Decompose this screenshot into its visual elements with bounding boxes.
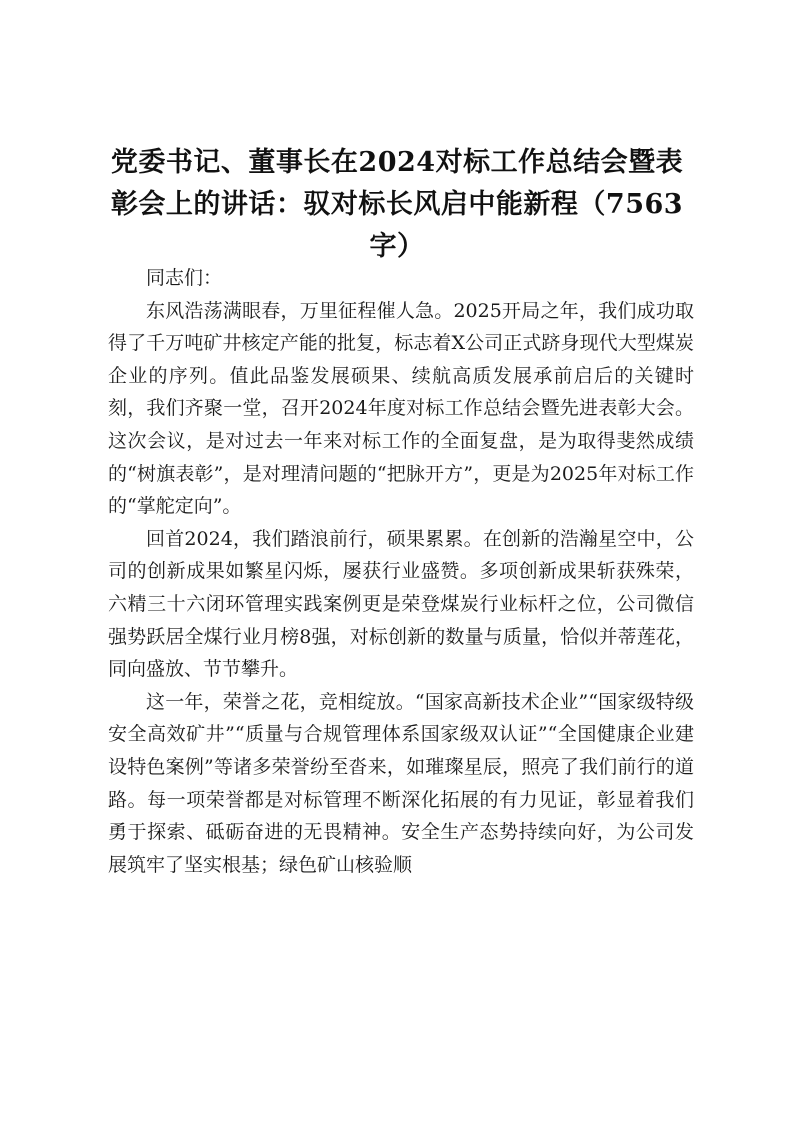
salutation: 同志们： — [146, 267, 223, 289]
document-body — [108, 262, 694, 881]
body-paragraph: 这一年，荣誉之花，竞相绽放。“国家高新技术企业”“国家级特级安全高效矿井”“质量与合规管理体系国家级双认证”“全国健康企业建设特色案例”等诸多荣誉纷至沓来，如璀璨星辰，照亮了我们前行的道路。每一项荣誉都是对标管理不断深化拓展的有力见证，彰显着我们勇于探索、砥砺奋进的无畏精神。安全生产态势持续向好，为公司发展筑牢了坚实根基；绿色矿山核验顺 — [108, 690, 694, 876]
body-paragraph: 回首2024，我们踏浪前行，硕果累累。在创新的浩瀚星空中，公司的创新成果如繁星闪烁，屡获行业盛赞。多项创新成果斩获殊荣，六精三十六闭环管理实践案例更是荣登煤炭行业标杆之位，公司微信强势跃居全煤行业月榜8强，对标创新的数量与质量，恰似并蒂莲花，同向盛放、节节攀升。 — [108, 527, 694, 681]
body-paragraph: 东风浩荡满眼春，万里征程催人急。2025开局之年，我们成功取得了千万吨矿井核定产能的批复，标志着X公司正式跻身现代大型煤炭企业的序列。值此品鉴发展硕果、续航高质发展承前启后的关键时刻，我们齐聚一堂，召开2024年度对标工作总结会暨先进表彰大会。这次会议，是对过去一年来对标工作的全面复盘，是为取得斐然成绩的“树旗表彰”，是对理清问题的“把脉开方”，更是为2025年对标工作的“掌舵定向”。 — [108, 299, 694, 518]
document-title: 党委书记、董事长在2024对标工作总结会暨表彰会上的讲话：驭对标长风启中能新程（7563字） — [110, 147, 684, 262]
